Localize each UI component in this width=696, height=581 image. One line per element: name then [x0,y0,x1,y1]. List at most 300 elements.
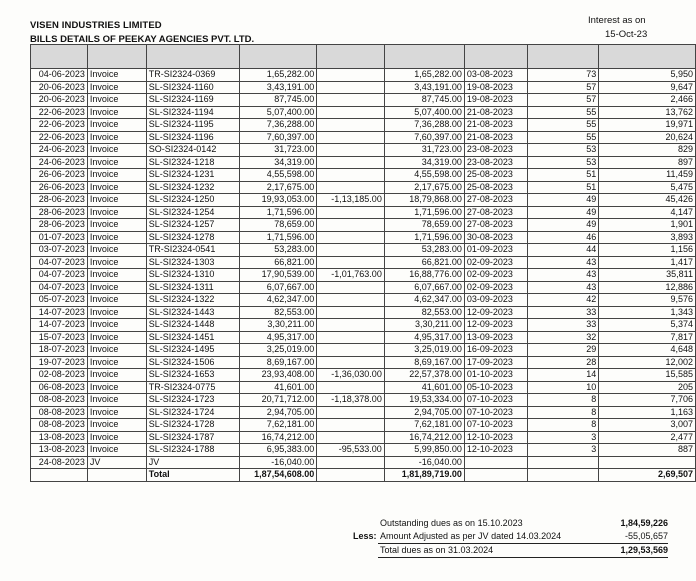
voucher-type: Invoice [87,306,146,319]
interest-amount: 1,417 [599,256,696,269]
bill-number: SL-SI2324-1724 [146,406,239,419]
due-date: 02-09-2023 [464,269,527,282]
days-overdue: 51 [527,181,599,194]
voucher-type: Invoice [87,369,146,382]
due-date: 30-08-2023 [464,231,527,244]
bill-amount: 82,553.00 [239,306,317,319]
days-overdue: 51 [527,169,599,182]
bill-number: SL-SI2324-1160 [146,81,239,94]
due-date: 01-09-2023 [464,244,527,257]
header-cell [317,45,385,69]
due-date: 12-09-2023 [464,319,527,332]
days-overdue: 46 [527,231,599,244]
table-row [31,106,696,119]
voucher-type: Invoice [87,331,146,344]
days-overdue: 42 [527,294,599,307]
interest-amount: 4,648 [599,344,696,357]
net-amount: 1,71,596.00 [384,206,464,219]
days-overdue: 43 [527,269,599,282]
days-overdue: 3 [527,444,599,457]
interest-amount: 1,901 [599,219,696,232]
credit-note-amount [317,294,385,307]
bill-number: SL-SI2324-1311 [146,281,239,294]
net-amount: 7,60,397.00 [384,131,464,144]
total-empty-cell [317,469,385,482]
voucher-type: Invoice [87,256,146,269]
bill-amount: 4,55,598.00 [239,169,317,182]
bill-date: 13-08-2023 [31,431,88,444]
due-date: 23-08-2023 [464,144,527,157]
due-date: 03-08-2023 [464,69,527,82]
net-amount: 4,55,598.00 [384,169,464,182]
bill-number: SL-SI2324-1218 [146,156,239,169]
bill-amount: 7,60,397.00 [239,131,317,144]
net-amount: 3,25,019.00 [384,344,464,357]
days-overdue: 49 [527,219,599,232]
bill-date: 19-07-2023 [31,356,88,369]
adjusted-label: Amount Adjusted as per JV dated 14.03.2024 [380,531,562,541]
bill-amount: 8,69,167.00 [239,356,317,369]
net-amount: 87,745.00 [384,94,464,107]
bill-date: 02-08-2023 [31,369,88,382]
bill-amount: 7,36,288.00 [239,119,317,132]
header-cell [384,45,464,69]
summary-divider [378,543,668,544]
bill-date: 26-06-2023 [31,181,88,194]
bill-date: 03-07-2023 [31,244,88,257]
bill-amount: 53,283.00 [239,244,317,257]
days-overdue: 57 [527,94,599,107]
net-amount: 3,30,211.00 [384,319,464,332]
net-amount: 41,601.00 [384,381,464,394]
bill-date: 24-06-2023 [31,156,88,169]
header-cell [239,45,317,69]
bill-number: SL-SI2324-1254 [146,206,239,219]
interest-amount: 15,585 [599,369,696,382]
interest-amount: 20,624 [599,131,696,144]
days-overdue: 8 [527,406,599,419]
interest-amount: 7,817 [599,331,696,344]
due-date: 07-10-2023 [464,394,527,407]
total-empty-cell [464,469,527,482]
bill-date: 04-07-2023 [31,281,88,294]
header-cell [31,45,88,69]
credit-note-amount [317,456,385,469]
table-row [31,156,696,169]
credit-note-amount [317,81,385,94]
bill-amount: 23,93,408.00 [239,369,317,382]
header-cell [599,45,696,69]
due-date: 02-09-2023 [464,281,527,294]
voucher-type: Invoice [87,69,146,82]
due-date: 12-10-2023 [464,431,527,444]
interest-amount: 4,147 [599,206,696,219]
bill-number: SL-SI2324-1443 [146,306,239,319]
header-cell [527,45,599,69]
interest-amount: 829 [599,144,696,157]
bill-date: 22-06-2023 [31,106,88,119]
voucher-type: Invoice [87,406,146,419]
bill-amount: 2,94,705.00 [239,406,317,419]
bill-date: 20-06-2023 [31,81,88,94]
due-date: 13-09-2023 [464,331,527,344]
bill-number: SL-SI2324-1506 [146,356,239,369]
bill-number: SL-SI2324-1723 [146,394,239,407]
net-amount: 82,553.00 [384,306,464,319]
table-row [31,369,696,382]
less-label: Less: [353,531,377,541]
interest-amount: 12,886 [599,281,696,294]
voucher-type: Invoice [87,244,146,257]
bill-date: 28-06-2023 [31,206,88,219]
summary-underline [378,557,668,558]
table-row [31,319,696,332]
due-date: 01-10-2023 [464,369,527,382]
adjusted-value: -55,05,657 [624,531,668,541]
table-row [31,81,696,94]
bill-amount: 20,71,712.00 [239,394,317,407]
net-amount: 4,95,317.00 [384,331,464,344]
net-amount: 5,99,850.00 [384,444,464,457]
total-amount: 1,87,54,608.00 [239,469,317,482]
credit-note-amount [317,281,385,294]
credit-note-amount [317,344,385,357]
header-cell [87,45,146,69]
table-row [31,206,696,219]
due-date: 07-10-2023 [464,419,527,432]
table-row [31,256,696,269]
total-empty-cell [31,469,88,482]
days-overdue: 57 [527,81,599,94]
bill-amount: 4,95,317.00 [239,331,317,344]
voucher-type: Invoice [87,194,146,207]
table-body [31,45,696,482]
days-overdue: 43 [527,256,599,269]
bill-amount: 5,07,400.00 [239,106,317,119]
final-total-label: Total dues as on 31.03.2024 [380,545,494,555]
net-amount: 1,71,596.00 [384,231,464,244]
due-date: 19-08-2023 [464,81,527,94]
bill-number: JV [146,456,239,469]
interest-amount: 3,007 [599,419,696,432]
interest-amount: 11,459 [599,169,696,182]
net-amount: 8,69,167.00 [384,356,464,369]
interest-amount: 19,971 [599,119,696,132]
bill-amount: 6,07,667.00 [239,281,317,294]
net-amount: 31,723.00 [384,144,464,157]
credit-note-amount: -1,13,185.00 [317,194,385,207]
bill-amount: 3,25,019.00 [239,344,317,357]
net-amount: 6,07,667.00 [384,281,464,294]
bill-number: SL-SI2324-1788 [146,444,239,457]
table-row [31,119,696,132]
bill-number: SL-SI2324-1169 [146,94,239,107]
header-cell [146,45,239,69]
net-amount: 22,57,378.00 [384,369,464,382]
credit-note-amount [317,306,385,319]
table-row [31,194,696,207]
voucher-type: Invoice [87,319,146,332]
bill-amount: 3,30,211.00 [239,319,317,332]
days-overdue: 43 [527,281,599,294]
bill-number: SL-SI2324-1653 [146,369,239,382]
days-overdue: 29 [527,344,599,357]
bill-amount: 34,319.00 [239,156,317,169]
table-row [31,356,696,369]
net-amount: 18,79,868.00 [384,194,464,207]
bill-amount: 4,62,347.00 [239,294,317,307]
bill-number: SL-SI2324-1278 [146,231,239,244]
credit-note-amount [317,356,385,369]
bill-number: TR-SI2324-0541 [146,244,239,257]
bill-amount: 66,821.00 [239,256,317,269]
table-row [31,231,696,244]
days-overdue: 55 [527,106,599,119]
credit-note-amount [317,131,385,144]
bill-number: SL-SI2324-1196 [146,131,239,144]
days-overdue [527,456,599,469]
total-empty-cell [87,469,146,482]
table-row [31,294,696,307]
credit-note-amount [317,219,385,232]
credit-note-amount [317,181,385,194]
net-amount: 7,36,288.00 [384,119,464,132]
bill-number: TR-SI2324-0369 [146,69,239,82]
due-date: 27-08-2023 [464,206,527,219]
voucher-type: JV [87,456,146,469]
bill-number: SL-SI2324-1495 [146,344,239,357]
interest-amount: 45,426 [599,194,696,207]
days-overdue: 28 [527,356,599,369]
header-cell [464,45,527,69]
interest-amount: 13,762 [599,106,696,119]
bill-amount: 87,745.00 [239,94,317,107]
voucher-type: Invoice [87,106,146,119]
table-row [31,406,696,419]
bill-number: SL-SI2324-1322 [146,294,239,307]
net-amount: 2,17,675.00 [384,181,464,194]
voucher-type: Invoice [87,144,146,157]
due-date: 21-08-2023 [464,106,527,119]
due-date: 27-08-2023 [464,219,527,232]
interest-amount: 1,156 [599,244,696,257]
voucher-type: Invoice [87,269,146,282]
credit-note-amount [317,419,385,432]
credit-note-amount [317,231,385,244]
bill-amount: 6,95,383.00 [239,444,317,457]
net-amount: 66,821.00 [384,256,464,269]
days-overdue: 33 [527,319,599,332]
bills-table [30,44,696,482]
net-amount: 78,659.00 [384,219,464,232]
credit-note-amount [317,106,385,119]
table-row [31,169,696,182]
bill-amount: 1,71,596.00 [239,231,317,244]
table-row [31,144,696,157]
table-row [31,219,696,232]
bill-number: SL-SI2324-1257 [146,219,239,232]
days-overdue: 53 [527,144,599,157]
days-overdue: 8 [527,394,599,407]
bill-date: 15-07-2023 [31,331,88,344]
bill-date: 24-08-2023 [31,456,88,469]
final-total-value: 1,29,53,569 [620,545,668,555]
net-amount: 16,74,212.00 [384,431,464,444]
credit-note-amount [317,119,385,132]
bill-date: 18-07-2023 [31,344,88,357]
days-overdue: 10 [527,381,599,394]
interest-amount [599,456,696,469]
voucher-type: Invoice [87,219,146,232]
credit-note-amount [317,144,385,157]
bill-amount: 31,723.00 [239,144,317,157]
credit-note-amount [317,256,385,269]
bill-date: 01-07-2023 [31,231,88,244]
due-date: 16-09-2023 [464,344,527,357]
bill-date: 08-08-2023 [31,406,88,419]
net-amount: 1,65,282.00 [384,69,464,82]
table-row [31,394,696,407]
bill-amount: 78,659.00 [239,219,317,232]
credit-note-amount: -1,01,763.00 [317,269,385,282]
interest-amount: 1,343 [599,306,696,319]
bill-number: SL-SI2324-1303 [146,256,239,269]
table-row [31,431,696,444]
bill-date: 28-06-2023 [31,194,88,207]
bill-number: SL-SI2324-1195 [146,119,239,132]
credit-note-amount [317,94,385,107]
voucher-type: Invoice [87,294,146,307]
interest-amount: 35,811 [599,269,696,282]
voucher-type: Invoice [87,419,146,432]
bill-date: 22-06-2023 [31,119,88,132]
bill-amount: -16,040.00 [239,456,317,469]
bill-number: SL-SI2324-1787 [146,431,239,444]
voucher-type: Invoice [87,394,146,407]
outstanding-label: Outstanding dues as on 15.10.2023 [380,518,523,528]
table-row [31,381,696,394]
interest-amount: 9,576 [599,294,696,307]
bill-amount: 7,62,181.00 [239,419,317,432]
net-amount: 3,43,191.00 [384,81,464,94]
credit-note-amount [317,206,385,219]
voucher-type: Invoice [87,281,146,294]
voucher-type: Invoice [87,94,146,107]
days-overdue: 55 [527,119,599,132]
voucher-type: Invoice [87,81,146,94]
table-row [31,244,696,257]
table-row [31,331,696,344]
interest-amount: 205 [599,381,696,394]
bill-number: SL-SI2324-1310 [146,269,239,282]
voucher-type: Invoice [87,444,146,457]
header-row [31,45,696,69]
credit-note-amount [317,169,385,182]
table-row [31,69,696,82]
voucher-type: Invoice [87,231,146,244]
interest-amount: 12,002 [599,356,696,369]
days-overdue: 49 [527,206,599,219]
due-date [464,456,527,469]
bill-date: 26-06-2023 [31,169,88,182]
net-amount: -16,040.00 [384,456,464,469]
table-row [31,306,696,319]
company-name: VISEN INDUSTRIES LIMITED [30,20,162,31]
due-date: 25-08-2023 [464,169,527,182]
bill-amount: 1,71,596.00 [239,206,317,219]
bill-date: 28-06-2023 [31,219,88,232]
days-overdue: 44 [527,244,599,257]
net-amount: 4,62,347.00 [384,294,464,307]
credit-note-amount [317,431,385,444]
bill-amount: 19,93,053.00 [239,194,317,207]
bill-number: SL-SI2324-1451 [146,331,239,344]
bill-number: SL-SI2324-1232 [146,181,239,194]
bill-number: SL-SI2324-1448 [146,319,239,332]
bill-date: 04-07-2023 [31,269,88,282]
table-row [31,181,696,194]
days-overdue: 8 [527,419,599,432]
interest-amount: 7,706 [599,394,696,407]
credit-note-amount [317,319,385,332]
bill-number: SL-SI2324-1728 [146,419,239,432]
total-interest: 2,69,507 [599,469,696,482]
outstanding-value: 1,84,59,226 [620,518,668,528]
voucher-type: Invoice [87,131,146,144]
due-date: 12-09-2023 [464,306,527,319]
interest-amount: 1,163 [599,406,696,419]
credit-note-amount [317,156,385,169]
bill-date: 08-08-2023 [31,419,88,432]
net-amount: 16,88,776.00 [384,269,464,282]
net-amount: 19,53,334.00 [384,394,464,407]
days-overdue: 14 [527,369,599,382]
credit-note-amount: -1,36,030.00 [317,369,385,382]
due-date: 02-09-2023 [464,256,527,269]
days-overdue: 53 [527,156,599,169]
interest-amount: 5,374 [599,319,696,332]
voucher-type: Invoice [87,181,146,194]
voucher-type: Invoice [87,356,146,369]
days-overdue: 32 [527,331,599,344]
interest-amount: 2,466 [599,94,696,107]
credit-note-amount [317,381,385,394]
due-date: 07-10-2023 [464,406,527,419]
bill-amount: 3,43,191.00 [239,81,317,94]
due-date: 12-10-2023 [464,444,527,457]
table-row [31,344,696,357]
bill-date: 08-08-2023 [31,394,88,407]
due-date: 25-08-2023 [464,181,527,194]
due-date: 17-09-2023 [464,356,527,369]
table-row [31,131,696,144]
bill-date: 24-06-2023 [31,144,88,157]
net-amount: 2,94,705.00 [384,406,464,419]
total-net-amount: 1,81,89,719.00 [384,469,464,482]
voucher-type: Invoice [87,344,146,357]
interest-amount: 897 [599,156,696,169]
interest-date: 15-Oct-23 [605,29,648,40]
bill-number: TR-SI2324-0775 [146,381,239,394]
due-date: 21-08-2023 [464,131,527,144]
interest-amount: 5,950 [599,69,696,82]
voucher-type: Invoice [87,381,146,394]
credit-note-amount [317,331,385,344]
interest-amount: 5,475 [599,181,696,194]
interest-amount: 887 [599,444,696,457]
bill-date: 22-06-2023 [31,131,88,144]
voucher-type: Invoice [87,169,146,182]
